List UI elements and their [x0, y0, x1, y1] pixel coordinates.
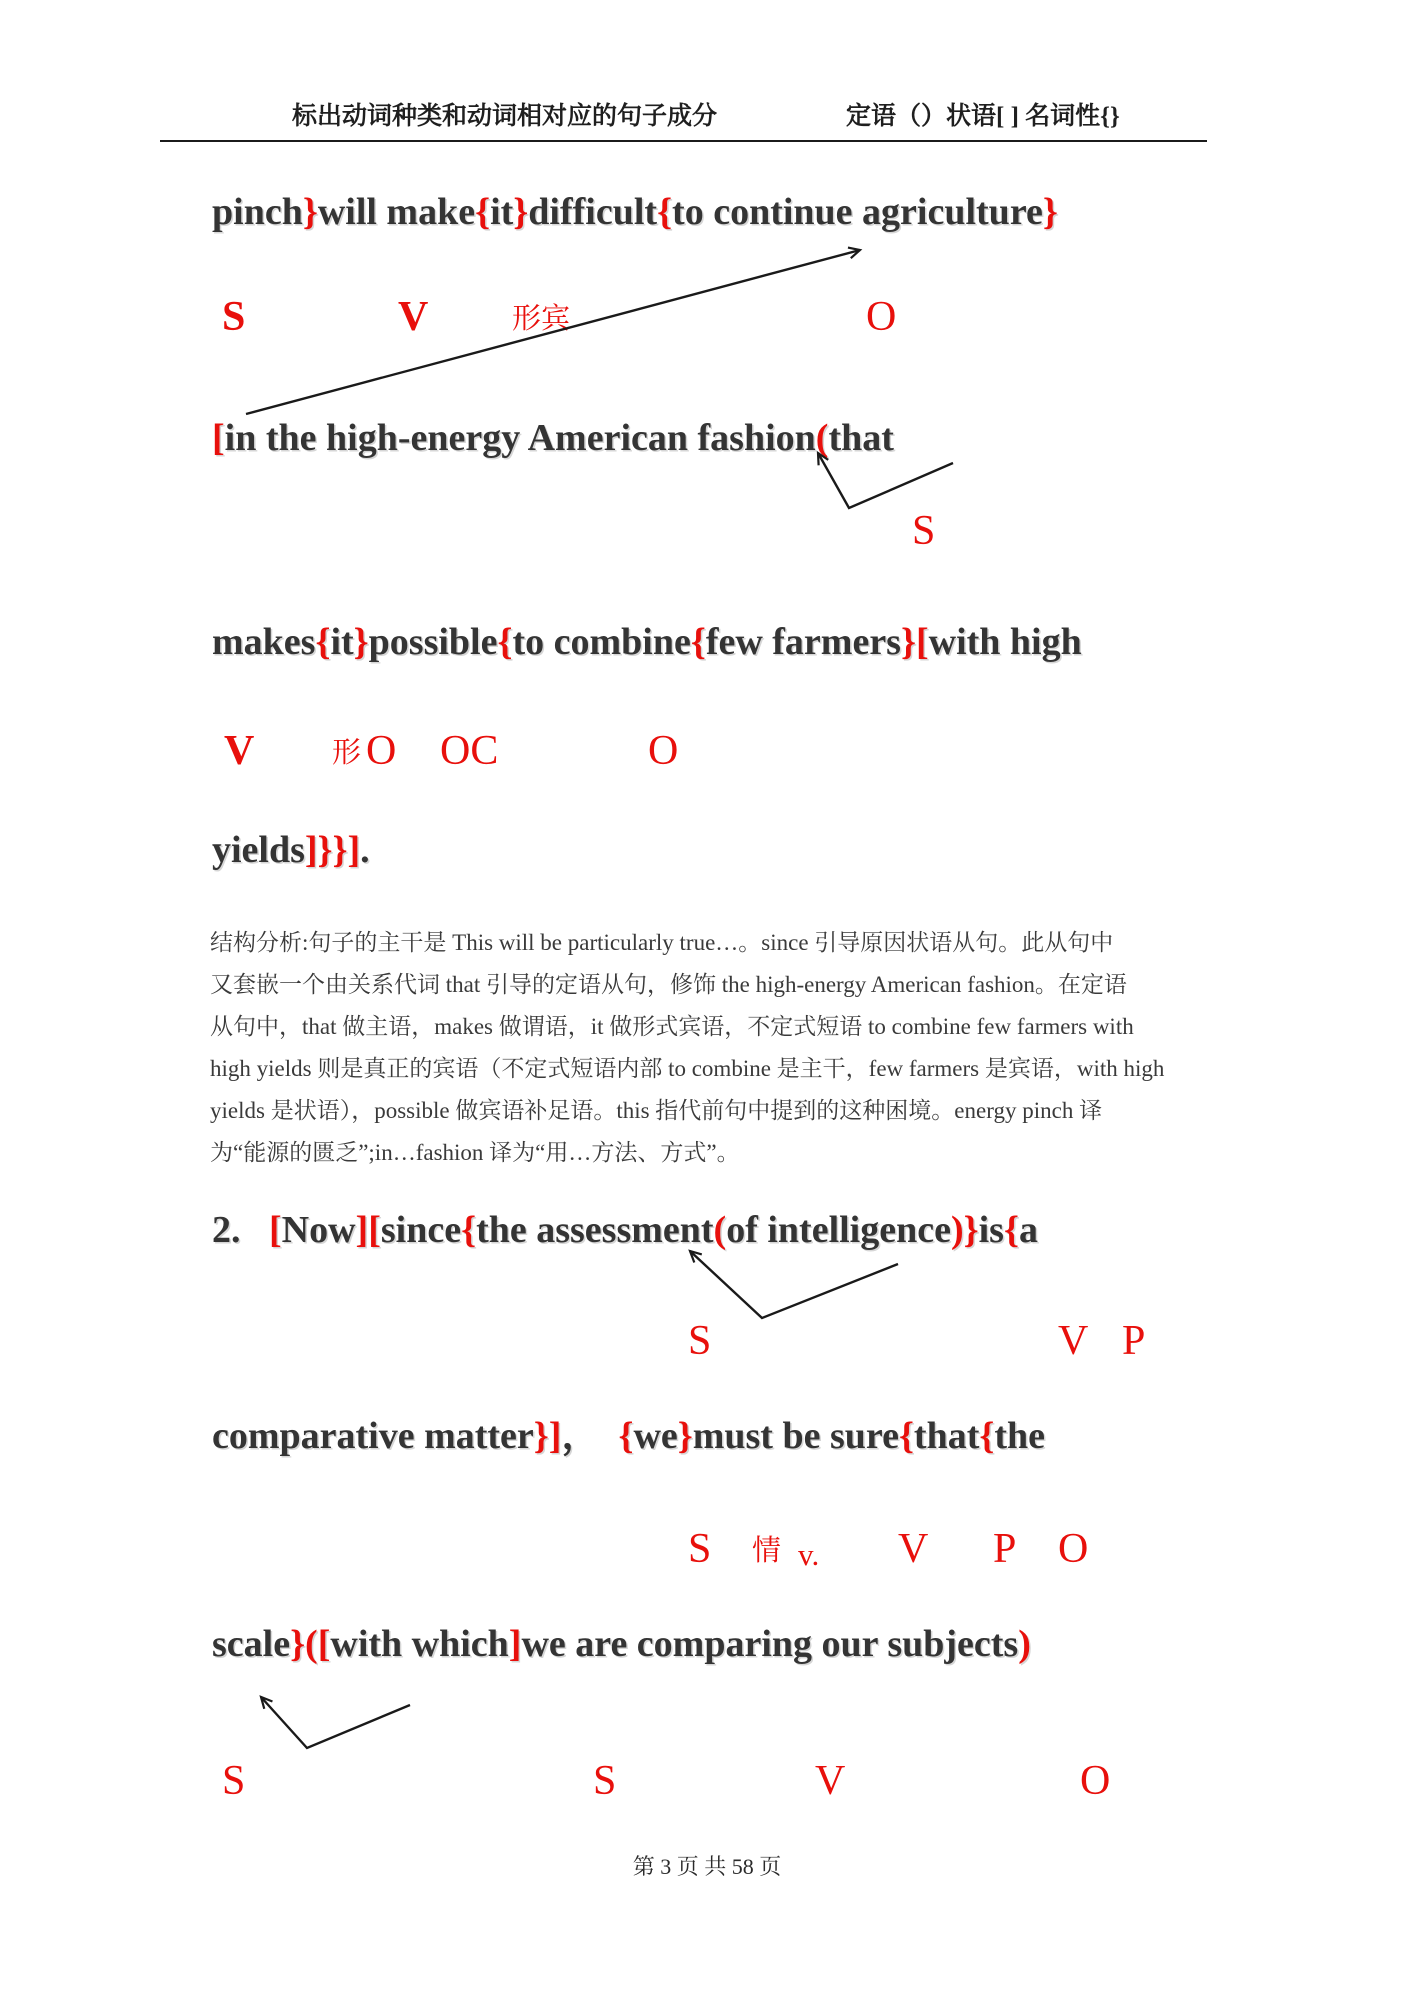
bracket-annotation: ]}}] [304, 829, 361, 871]
sentence-text: it [330, 621, 354, 663]
sentence-line-6 [212, 1414, 1045, 1460]
bracket-annotation: )} [950, 1209, 979, 1251]
marker-object: O [1058, 1526, 1089, 1572]
marker-subject: S [222, 294, 246, 340]
sentence-text: to combine [512, 621, 691, 663]
bracket-annotation: [ [269, 1209, 282, 1251]
sentence-text: pinch [212, 191, 303, 233]
sentence-text: we [633, 1415, 678, 1457]
bracket-annotation: { [461, 1209, 477, 1251]
sentence-text: it [490, 191, 514, 233]
sentence-text: to continue agriculture [672, 191, 1043, 233]
sentence-text: must be sure [692, 1415, 899, 1457]
bracket-annotation: [ [212, 417, 225, 459]
sentence-text: we are comparing our subjects [521, 1623, 1019, 1665]
bracket-annotation: ) [1018, 1623, 1031, 1665]
bracket-annotation: } [677, 1415, 693, 1457]
bracket-annotation: ][ [355, 1209, 381, 1251]
page-number-text: 第 3 页 共 58 页 [632, 1854, 782, 1879]
marker-verb: V [398, 294, 429, 340]
marker-verb: V [224, 728, 255, 774]
sentence-line-3 [212, 620, 1082, 666]
marker-formal-object: 形宾 [512, 303, 571, 335]
bracket-annotation: { [898, 1415, 914, 1457]
bracket-annotation: { [315, 621, 331, 663]
sentence-text: that [828, 417, 894, 459]
arrow-phrase-to-assessment [690, 1251, 898, 1318]
header-left-title: 标出动词种类和动词相对应的句子成分 [292, 103, 718, 130]
bracket-annotation: { [618, 1415, 634, 1457]
marker-modal-verb: v. [798, 1537, 820, 1572]
bracket-annotation: }] [533, 1415, 562, 1457]
marker-object: O [366, 728, 397, 774]
bracket-annotation: ] [508, 1623, 522, 1665]
bracket-annotation: { [1003, 1209, 1019, 1251]
sentence-text: makes [212, 621, 316, 663]
marker-subject: S [688, 1318, 712, 1364]
bracket-annotation: } [900, 621, 916, 663]
marker-subject: S [593, 1758, 617, 1804]
sentence-text: . [360, 829, 370, 871]
marker-object: O [648, 728, 679, 774]
bracket-annotation: ( [713, 1209, 727, 1251]
bracket-annotation: ( [815, 417, 829, 459]
sentence-line-1 [212, 190, 1058, 236]
marker-predicative: P [1122, 1318, 1146, 1364]
marker-modal: 情 [752, 1535, 782, 1567]
marker-verb: V [898, 1526, 929, 1572]
marker-row-6 [0, 1760, 1414, 1814]
sentence-text: yields [212, 829, 305, 871]
bracket-annotation: { [979, 1415, 995, 1457]
marker-subject: S [912, 508, 936, 554]
sentence-line-4 [212, 828, 370, 874]
marker-subject: S [222, 1758, 246, 1804]
sentence-text: comparative matter [212, 1415, 534, 1457]
bracket-annotation: { [497, 621, 513, 663]
bracket-annotation: } [1042, 191, 1058, 233]
sentence-text: with high [928, 621, 1082, 663]
sentence-text: possible [368, 621, 498, 663]
marker-verb: V [1058, 1318, 1089, 1364]
sentence-text: ， [561, 1415, 619, 1457]
marker-formal: 形 [332, 737, 362, 769]
analysis-line: yields 是状语），possible 做宾语补足语。this 指代前句中提到的这种困境。energy pinch 译 [210, 1098, 1103, 1123]
sentence-text: few farmers [705, 621, 901, 663]
bracket-annotation: } [513, 191, 529, 233]
sentence-line-2 [212, 416, 894, 462]
arrow-clause-to-scale [261, 1697, 410, 1748]
analysis-line: high yields 则是真正的宾语（不定式短语内部 to combine 是主干，few farmers 是宾语，with high [210, 1056, 1165, 1081]
bracket-annotation: { [690, 621, 706, 663]
sentence-text: since [380, 1209, 462, 1251]
marker-verb: V [815, 1758, 846, 1804]
sentence-text: 2. [212, 1209, 269, 1251]
bracket-annotation: { [657, 191, 673, 233]
header-right-legend: 定语（）状语[ ] 名词性{} [846, 103, 1120, 130]
sentence-text: with which [330, 1623, 509, 1665]
sentence-line-5 [212, 1208, 1038, 1254]
sentence-text: is [978, 1209, 1004, 1251]
analysis-line: 从句中，that 做主语，makes 做谓语，it 做形式宾语，不定式短语 to combine few farmers with [210, 1014, 1134, 1039]
sentence-text: difficult [528, 191, 658, 233]
analysis-line: 结构分析:句子的主干是 This will be particularly true…。since 引导原因状语从句。此从句中 [210, 930, 1114, 955]
sentence-text: of intelligence [726, 1209, 951, 1251]
marker-row-3 [0, 730, 1414, 784]
marker-object-complement: OC [440, 728, 499, 774]
marker-row-5 [0, 1528, 1414, 1582]
sentence-text: will make [317, 191, 476, 233]
marker-row-1 [0, 296, 1414, 350]
sentence-text: scale [212, 1623, 291, 1665]
sentence-line-7 [212, 1622, 1031, 1668]
sentence-text: in the high-energy American fashion [224, 417, 816, 459]
marker-row-4 [0, 1320, 1414, 1374]
marker-predicative: P [993, 1526, 1017, 1572]
sentence-text: that [913, 1415, 980, 1457]
bracket-annotation: [ [915, 621, 929, 663]
sentence-text: the [994, 1415, 1046, 1457]
marker-object: O [866, 294, 897, 340]
bracket-annotation: { [475, 191, 491, 233]
bracket-annotation: }([ [290, 1623, 331, 1665]
marker-row-2 [0, 510, 1414, 564]
sentence-text: a [1018, 1209, 1038, 1251]
marker-object: O [1080, 1758, 1111, 1804]
sentence-text: Now [281, 1209, 356, 1251]
analysis-line: 为“能源的匮乏”;in…fashion 译为“用…方法、方式”。 [210, 1140, 740, 1165]
bracket-annotation: } [302, 191, 318, 233]
header-divider [160, 140, 1207, 142]
sentence-text: the assessment [476, 1209, 714, 1251]
marker-subject: S [688, 1526, 712, 1572]
bracket-annotation: } [353, 621, 369, 663]
analysis-line: 又套嵌一个由关系代词 that 引导的定语从句，修饰 the high-energy American fashion。在定语 [210, 972, 1127, 997]
